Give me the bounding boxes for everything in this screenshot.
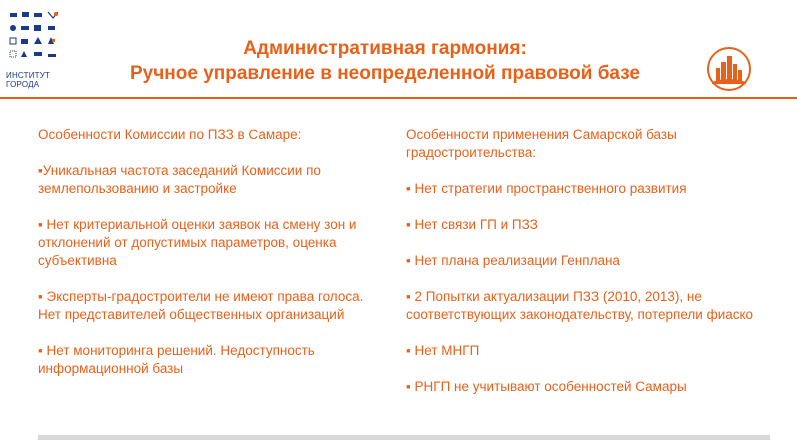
left-list-item: ▪ Нет мониторинга решений. Недоступность информационной базы: [38, 343, 315, 376]
logo-text-line2: ГОРОДА: [6, 80, 40, 89]
right-column-heading: Особенности применения Самарской базы градостроительства:: [406, 127, 677, 160]
left-list-item: ▪Уникальная частота заседаний Комиссии по землепользованию и застройке: [38, 163, 321, 196]
right-list-item: ▪ 2 Попытки актуализации ПЗЗ (2010, 2013), не соответствующих законодательству, потерпели фиаско: [406, 289, 754, 322]
right-column: [406, 126, 766, 414]
right-list-item: ▪ РНГП не учитывают особенностей Самары: [406, 379, 687, 394]
slide-title-line2: Ручное управление в неопределенной правовой базе: [130, 63, 640, 84]
slide-title-line1: Административная гармония:: [243, 38, 527, 59]
slide-title: [70, 36, 700, 86]
right-list-item: ▪ Нет плана реализации Генплана: [406, 253, 620, 268]
city-skyline-emblem-icon: [706, 46, 752, 92]
left-column-heading: Особенности Комиссии по ПЗЗ в Самаре:: [38, 127, 302, 142]
right-list-item: ▪ Нет МНГП: [406, 343, 480, 358]
left-column: [38, 126, 383, 396]
right-list-item: ▪ Нет стратегии пространственного развития: [406, 181, 687, 196]
institute-logo-text: [6, 71, 50, 89]
institute-logo-icon: [8, 10, 64, 70]
logo-text-line1: ИНСТИТУТ: [6, 71, 51, 80]
left-list-item: ▪ Эксперты-градостроители не имеют права голоса. Нет представителей общественных организаций: [38, 289, 364, 322]
header-divider: [0, 97, 797, 99]
footer-divider: [38, 435, 770, 440]
left-list-item: ▪ Нет критериальной оценки заявок на смену зон и отклонений от допустимых параметров, оценка субъективна: [38, 217, 357, 268]
right-list-item: ▪ Нет связи ГП и ПЗЗ: [406, 217, 538, 232]
